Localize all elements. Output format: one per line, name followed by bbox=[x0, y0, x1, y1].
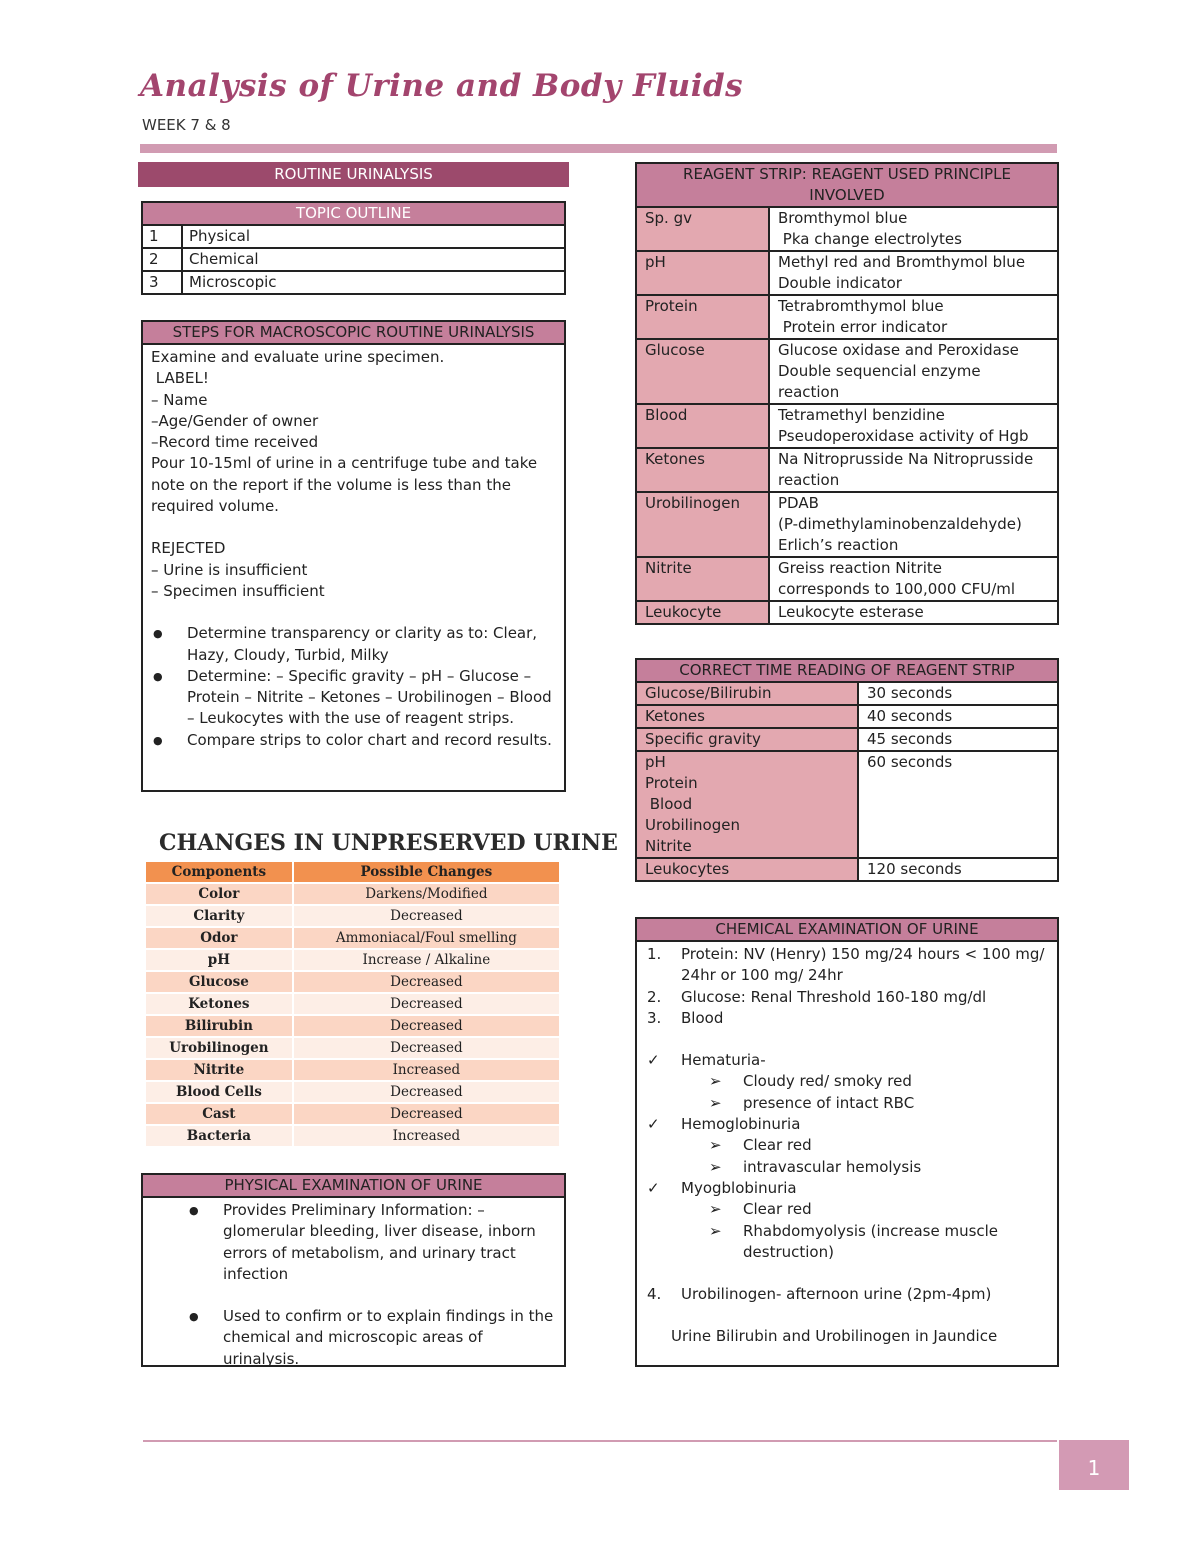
component-cell: Nitrite bbox=[146, 1059, 293, 1081]
item-number: 4. bbox=[647, 1285, 662, 1304]
test-line: Nitrite bbox=[645, 837, 692, 855]
table-row bbox=[636, 728, 1058, 751]
steps-line: – Name bbox=[151, 390, 208, 409]
table-row bbox=[636, 557, 1058, 601]
table-row bbox=[142, 248, 565, 271]
time-cell: 30 seconds bbox=[858, 682, 1058, 705]
table-row bbox=[636, 404, 1058, 448]
column-header: Possible Changes bbox=[293, 862, 559, 883]
page-number: 1 bbox=[1059, 1440, 1129, 1490]
time-reading-title: CORRECT TIME READING OF REAGENT STRIP bbox=[636, 659, 1058, 682]
outline-number: 2 bbox=[142, 248, 182, 271]
sub-text: Clear red bbox=[743, 1136, 812, 1155]
reagent-line: Erlich’s reaction bbox=[778, 536, 899, 554]
table-row bbox=[636, 492, 1058, 557]
reagent-line: (P-dimethylaminobenzaldehyde) bbox=[778, 515, 1022, 533]
column-header: Components bbox=[146, 862, 293, 883]
change-cell: Decreased bbox=[293, 1037, 559, 1059]
reagent-line: Pka change electrolytes bbox=[778, 230, 962, 248]
reagent-cell bbox=[769, 251, 1058, 295]
outline-label: Physical bbox=[182, 225, 565, 248]
list-item bbox=[645, 1008, 1049, 1029]
time-cell: 45 seconds bbox=[858, 728, 1058, 751]
list-item: ● Provides Preliminary Information: – glomerular bleeding, liver disease, inborn errors of metabolism, and urinary tract infection bbox=[151, 1200, 556, 1285]
change-cell: Decreased bbox=[293, 1081, 559, 1103]
test-cell: Leukocyte bbox=[636, 601, 769, 624]
change-cell: Decreased bbox=[293, 1015, 559, 1037]
reagent-line: Pseudoperoxidase activity of Hgb bbox=[778, 427, 1029, 445]
reagent-line: reaction bbox=[778, 471, 840, 489]
chemical-footer: Urine Bilirubin and Urobilinogen in Jaundice bbox=[671, 1327, 998, 1346]
outline-label: Microscopic bbox=[182, 271, 565, 294]
check-icon: ✓ bbox=[647, 1115, 660, 1134]
item-text: Blood bbox=[681, 1008, 724, 1027]
arrow-icon: ➢ bbox=[709, 1136, 722, 1155]
test-cell: Ketones bbox=[636, 448, 769, 492]
physical-exam-box bbox=[141, 1173, 566, 1367]
change-cell: Decreased bbox=[293, 993, 559, 1015]
steps-line: –Age/Gender of owner bbox=[151, 411, 319, 430]
week-label: WEEK 7 & 8 bbox=[142, 116, 231, 134]
table-row bbox=[636, 339, 1058, 404]
table-row bbox=[636, 858, 1058, 881]
list-item bbox=[645, 1199, 1049, 1220]
reagent-line: Tetrabromthymol blue bbox=[778, 297, 944, 315]
test-cell bbox=[636, 705, 858, 728]
test-cell bbox=[636, 751, 858, 858]
list-item bbox=[645, 1135, 1049, 1156]
condition-name: Hematuria- bbox=[681, 1051, 766, 1070]
unpreserved-table bbox=[146, 862, 559, 1148]
reagent-line: Methyl red and Bromthymol blue bbox=[778, 253, 1026, 271]
item-text: Protein: NV (Henry) 150 mg/24 hours < 100 mg/ 24hr or 100 mg/ 24hr bbox=[681, 945, 1045, 985]
component-cell: pH bbox=[146, 949, 293, 971]
test-line: Specific gravity bbox=[645, 730, 761, 748]
topic-outline-title: TOPIC OUTLINE bbox=[142, 202, 565, 225]
routine-urinalysis-heading: ROUTINE URINALYSIS bbox=[138, 162, 569, 187]
steps-body bbox=[143, 345, 564, 753]
table-row bbox=[146, 993, 559, 1015]
unpreserved-title: CHANGES IN UNPRESERVED URINE bbox=[159, 830, 618, 856]
time-reading-table bbox=[635, 658, 1059, 882]
rejected-item: – Urine is insufficient bbox=[151, 560, 308, 579]
sub-text: Cloudy red/ smoky red bbox=[743, 1072, 912, 1091]
change-cell: Increase / Alkaline bbox=[293, 949, 559, 971]
test-cell: Blood bbox=[636, 404, 769, 448]
arrow-icon: ➢ bbox=[709, 1200, 722, 1219]
steps-box bbox=[141, 320, 566, 792]
check-icon: ✓ bbox=[647, 1178, 660, 1197]
reagent-line: reaction bbox=[778, 383, 840, 401]
reagent-cell bbox=[769, 295, 1058, 339]
table-row bbox=[636, 251, 1058, 295]
test-cell: Protein bbox=[636, 295, 769, 339]
table-row bbox=[146, 1125, 559, 1147]
footer-divider bbox=[143, 1440, 1057, 1442]
table-row bbox=[636, 207, 1058, 251]
list-item bbox=[645, 1050, 1049, 1071]
component-cell: Color bbox=[146, 883, 293, 905]
change-cell: Decreased bbox=[293, 971, 559, 993]
test-line: Blood bbox=[645, 795, 693, 813]
reagent-cell bbox=[769, 601, 1058, 624]
test-line: Urobilinogen bbox=[645, 816, 740, 834]
test-line: Leukocytes bbox=[645, 860, 730, 878]
table-row bbox=[146, 905, 559, 927]
component-cell: Bilirubin bbox=[146, 1015, 293, 1037]
item-number: 2. bbox=[647, 987, 662, 1006]
reagent-strip-table bbox=[635, 162, 1059, 625]
list-item bbox=[645, 1221, 1049, 1264]
time-cell: 120 seconds bbox=[858, 858, 1058, 881]
component-cell: Clarity bbox=[146, 905, 293, 927]
list-item bbox=[645, 1114, 1049, 1135]
change-cell: Decreased bbox=[293, 1103, 559, 1125]
reagent-line: corresponds to 100,000 CFU/ml bbox=[778, 580, 1016, 598]
rejected-title: REJECTED bbox=[151, 539, 226, 558]
component-cell: Ketones bbox=[146, 993, 293, 1015]
list-item bbox=[645, 944, 1049, 987]
table-row bbox=[636, 448, 1058, 492]
table-row bbox=[146, 1015, 559, 1037]
table-row bbox=[636, 601, 1058, 624]
change-cell: Ammoniacal/Foul smelling bbox=[293, 927, 559, 949]
test-cell bbox=[636, 728, 858, 751]
steps-bullets bbox=[151, 623, 556, 751]
spacer bbox=[151, 1285, 556, 1306]
check-icon: ✓ bbox=[647, 1051, 660, 1070]
condition-name: Myogblobinuria bbox=[681, 1178, 797, 1197]
test-line: Protein bbox=[645, 774, 698, 792]
test-line: pH bbox=[645, 753, 666, 771]
test-line: Ketones bbox=[645, 707, 705, 725]
steps-line: Pour 10-15ml of urine in a centrifuge tube and take note on the report if the volume is less than the required volume. bbox=[151, 454, 538, 516]
reagent-line: Double sequencial enzyme bbox=[778, 362, 981, 380]
table-row bbox=[146, 927, 559, 949]
component-cell: Urobilinogen bbox=[146, 1037, 293, 1059]
reagent-cell bbox=[769, 207, 1058, 251]
arrow-icon: ➢ bbox=[709, 1221, 722, 1240]
table-row bbox=[146, 1037, 559, 1059]
steps-line: LABEL! bbox=[151, 369, 209, 388]
test-cell bbox=[636, 858, 858, 881]
reagent-cell bbox=[769, 339, 1058, 404]
table-row bbox=[636, 295, 1058, 339]
list-item bbox=[645, 1284, 1049, 1305]
reagent-line: Bromthymol blue bbox=[778, 209, 908, 227]
list-item bbox=[645, 1093, 1049, 1114]
reagent-cell bbox=[769, 448, 1058, 492]
reagent-line: Tetramethyl benzidine bbox=[778, 406, 945, 424]
arrow-icon: ➢ bbox=[709, 1157, 722, 1176]
steps-title: STEPS FOR MACROSCOPIC ROUTINE URINALYSIS bbox=[143, 322, 564, 345]
table-row bbox=[146, 1081, 559, 1103]
sub-text: intravascular hemolysis bbox=[743, 1157, 922, 1176]
reagent-line: Protein error indicator bbox=[778, 318, 948, 336]
chemical-exam-box bbox=[635, 917, 1059, 1367]
list-item bbox=[645, 1071, 1049, 1092]
reagent-line: Glucose oxidase and Peroxidase bbox=[778, 341, 1019, 359]
physical-exam-body bbox=[143, 1198, 564, 1372]
table-row bbox=[636, 751, 1058, 858]
component-cell: Bacteria bbox=[146, 1125, 293, 1147]
change-cell: Increased bbox=[293, 1059, 559, 1081]
list-item: ● Determine: – Specific gravity – pH – Glucose – Protein – Nitrite – Ketones – Urobilinogen – Blood – Leukocytes with the use of reagent strips. bbox=[151, 666, 556, 730]
list-item: ● Compare strips to color chart and record results. bbox=[151, 730, 556, 751]
list-item bbox=[645, 987, 1049, 1008]
test-cell: Sp. gv bbox=[636, 207, 769, 251]
reagent-cell bbox=[769, 492, 1058, 557]
list-item: ● Determine transparency or clarity as to: Clear, Hazy, Cloudy, Turbid, Milky bbox=[151, 623, 556, 666]
arrow-icon: ➢ bbox=[709, 1072, 722, 1091]
sub-text: Clear red bbox=[743, 1200, 812, 1219]
table-row bbox=[142, 271, 565, 294]
topic-outline-table bbox=[141, 201, 566, 295]
physical-exam-title: PHYSICAL EXAMINATION OF URINE bbox=[143, 1175, 564, 1198]
table-row bbox=[146, 1059, 559, 1081]
reagent-line: Leukocyte esterase bbox=[778, 603, 924, 621]
list-item bbox=[645, 1157, 1049, 1178]
item-number: 1. bbox=[647, 945, 662, 963]
outline-label: Chemical bbox=[182, 248, 565, 271]
outline-number: 3 bbox=[142, 271, 182, 294]
condition-name: Hemoglobinuria bbox=[681, 1115, 801, 1134]
test-line: Glucose/Bilirubin bbox=[645, 684, 772, 702]
outline-number: 1 bbox=[142, 225, 182, 248]
test-cell: Urobilinogen bbox=[636, 492, 769, 557]
item-text: Glucose: Renal Threshold 160-180 mg/dl bbox=[681, 987, 987, 1006]
table-row bbox=[146, 949, 559, 971]
rejected-item: – Specimen insufficient bbox=[151, 581, 325, 600]
steps-line: Examine and evaluate urine specimen. bbox=[151, 348, 445, 366]
test-cell: pH bbox=[636, 251, 769, 295]
test-cell: Nitrite bbox=[636, 557, 769, 601]
table-row bbox=[142, 225, 565, 248]
component-cell: Cast bbox=[146, 1103, 293, 1125]
test-cell: Glucose bbox=[636, 339, 769, 404]
change-cell: Decreased bbox=[293, 905, 559, 927]
reagent-line: Double indicator bbox=[778, 274, 902, 292]
header-divider bbox=[140, 144, 1057, 153]
reagent-cell bbox=[769, 404, 1058, 448]
item-text: Urobilinogen- afternoon urine (2pm-4pm) bbox=[681, 1285, 992, 1304]
reagent-line: PDAB bbox=[778, 494, 819, 512]
time-cell: 60 seconds bbox=[858, 751, 1058, 858]
chemical-exam-title: CHEMICAL EXAMINATION OF URINE bbox=[637, 919, 1057, 942]
steps-line: –Record time received bbox=[151, 433, 319, 452]
table-row bbox=[636, 705, 1058, 728]
reagent-line: Greiss reaction Nitrite bbox=[778, 559, 942, 577]
table-row bbox=[636, 682, 1058, 705]
time-cell: 40 seconds bbox=[858, 705, 1058, 728]
chemical-exam-body bbox=[637, 942, 1057, 1350]
page-title: Analysis of Urine and Body Fluids bbox=[140, 68, 744, 104]
reagent-line: Na Nitroprusside Na Nitroprusside bbox=[778, 450, 1034, 468]
change-cell: Increased bbox=[293, 1125, 559, 1147]
item-number: 3. bbox=[647, 1008, 662, 1027]
arrow-icon: ➢ bbox=[709, 1093, 722, 1112]
sub-text: presence of intact RBC bbox=[743, 1093, 915, 1112]
list-item bbox=[645, 1178, 1049, 1199]
change-cell: Darkens/Modified bbox=[293, 883, 559, 905]
table-row bbox=[146, 971, 559, 993]
component-cell: Odor bbox=[146, 927, 293, 949]
sub-text: Rhabdomyolysis (increase muscle destruction) bbox=[743, 1221, 999, 1261]
reagent-strip-title: REAGENT STRIP: REAGENT USED PRINCIPLE INVOLVED bbox=[636, 163, 1058, 207]
table-row bbox=[146, 1103, 559, 1125]
test-cell bbox=[636, 682, 858, 705]
list-item: ● Used to confirm or to explain findings in the chemical and microscopic areas of urinalysis. bbox=[151, 1306, 556, 1370]
component-cell: Glucose bbox=[146, 971, 293, 993]
table-row bbox=[146, 883, 559, 905]
component-cell: Blood Cells bbox=[146, 1081, 293, 1103]
reagent-cell bbox=[769, 557, 1058, 601]
